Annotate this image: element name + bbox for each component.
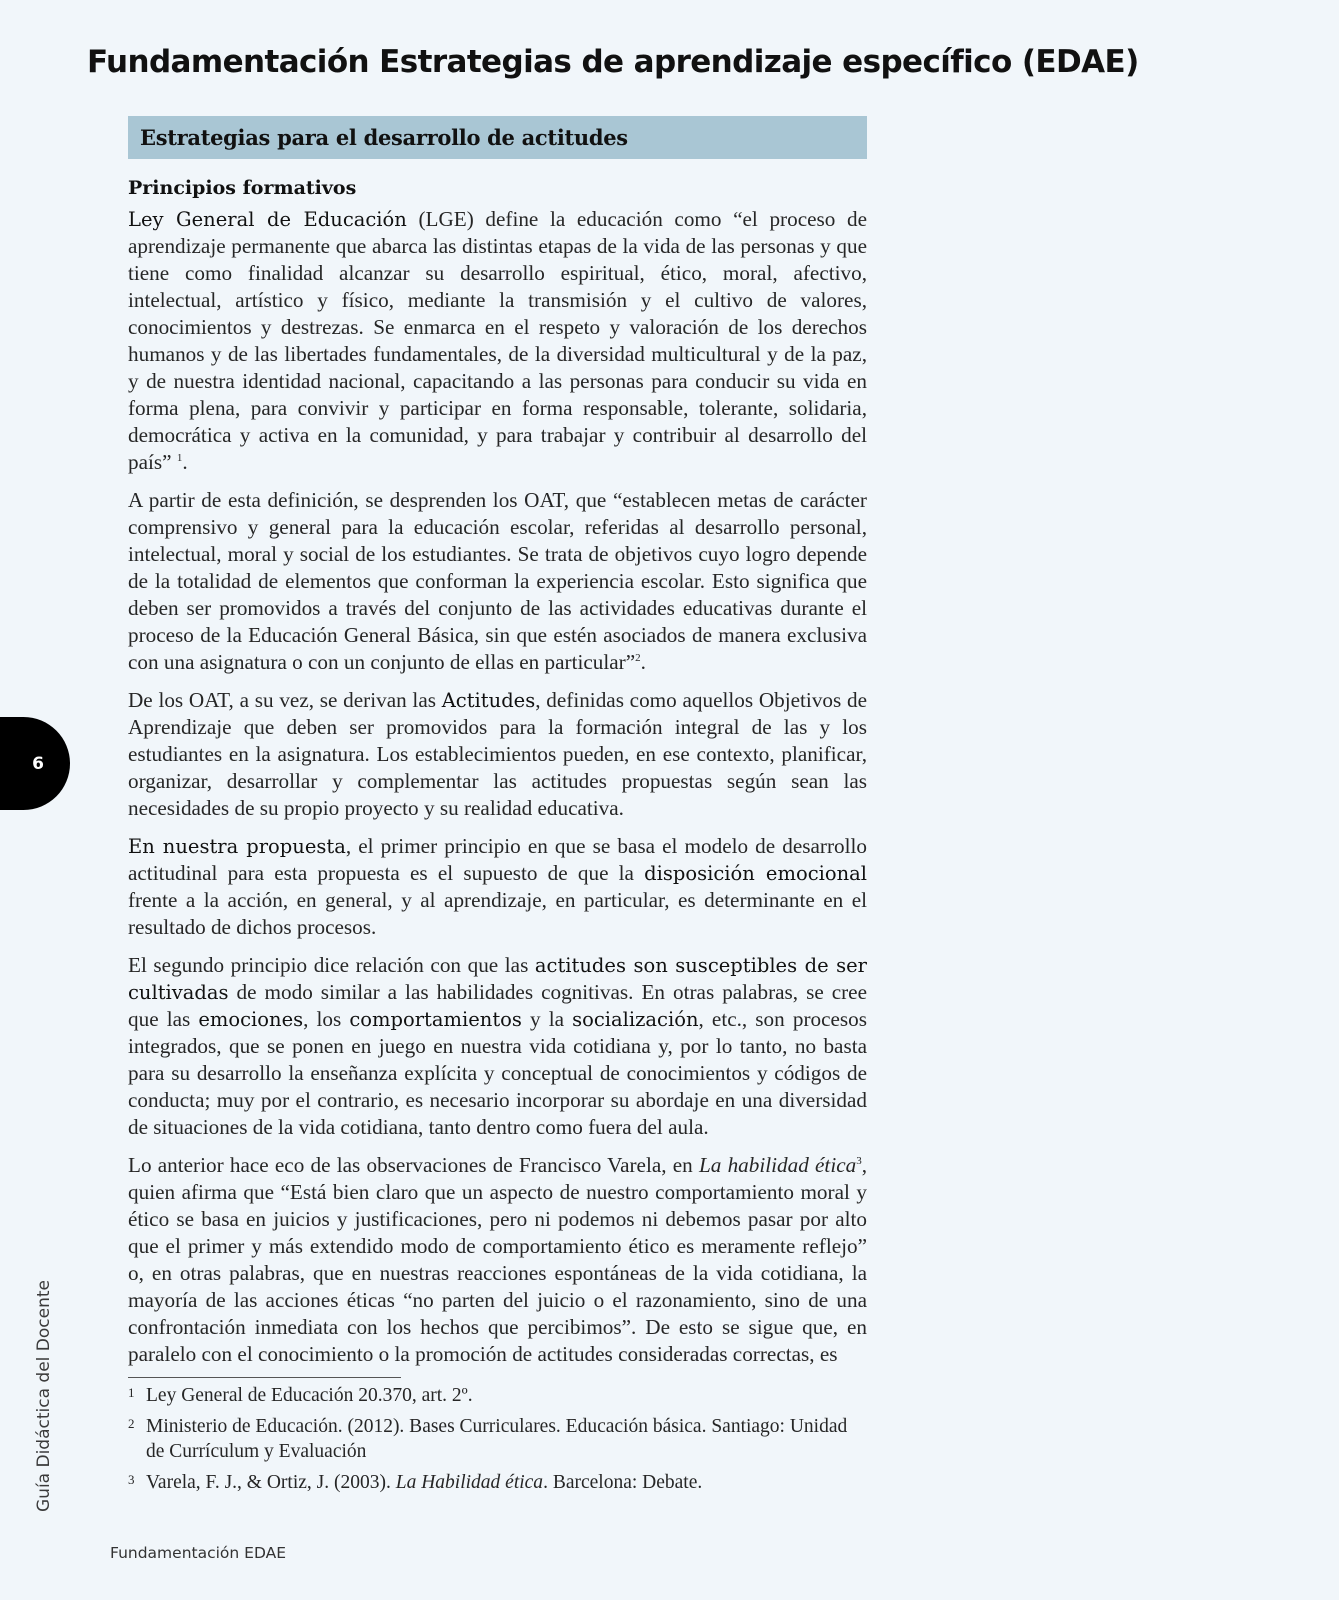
- bold-term: disposición emocional: [644, 862, 868, 885]
- footnote-2: [128, 1414, 867, 1464]
- section-title: Estrategias para el desarrollo de actitudes: [140, 125, 628, 150]
- text-run: Lo anterior hace eco de las observaciones de Francisco Varela, en: [128, 1153, 699, 1177]
- text-run: , etc., son procesos integrados, que se ponen en juego en nuestra vida cotidiana y, por lo tanto, no basta para su desarrollo la enseñanza explícita y conceptual de conocimientos y códigos de conducta; muy por el contrario, es necesario incorporar su abordaje en una diversidad de situaciones de la vida cotidiana, tanto dentro como fuera del aula.: [128, 1007, 867, 1139]
- page-title: Fundamentación Estrategias de aprendizaje específico (EDAE): [87, 44, 1139, 80]
- text-run: y la: [521, 1007, 573, 1031]
- bold-term: comportamientos: [349, 1008, 522, 1031]
- footnote-text: Varela, F. J., & Ortiz, J. (2003).: [146, 1472, 396, 1493]
- paragraph-4: [128, 833, 867, 941]
- book-title: La habilidad ética: [698, 1153, 857, 1177]
- footnote-1: [128, 1383, 867, 1408]
- bold-term: emociones: [198, 1008, 304, 1031]
- side-label: Guía Didáctica del Docente: [34, 1280, 54, 1512]
- main-content: [128, 176, 867, 1379]
- bold-term: socialización: [572, 1008, 699, 1031]
- text-run: (LGE) define la educación como “el proceso de aprendizaje permanente que abarca las distintas etapas de la vida de las personas y que tiene como finalidad alcanzar su desarrollo espiritual, ético, moral, afectivo, intelectual, artístico y físico, mediante la transmisión y el cultivo de valores, conocimientos y destrezas. Se enmarca en el respeto y valoración de los derechos humanos y de las libertades fundamentales, de la diversidad multicultural y de la paz, y de nuestra identidad nacional, capacitando a las personas para conducir su vida en forma plena, para convivir y participar en forma responsable, tolerante, solidaria, democrática y activa en la comunidad, y para trabajar y contribuir al desarrollo del país”: [128, 207, 867, 474]
- text-run: .: [640, 650, 646, 674]
- section-header-bar: [128, 116, 867, 159]
- footnote-ref: 2: [635, 651, 641, 664]
- footnote-text: . Barcelona: Debate.: [543, 1472, 703, 1493]
- footnote-3: [128, 1470, 867, 1495]
- text-run: , el primer principio en que se basa el modelo de desarrollo actitudinal para esta propuesta es el supuesto de que la: [128, 834, 867, 885]
- footnotes: [128, 1383, 867, 1501]
- text-run: , quien afirma que “Está bien claro que un aspecto de nuestro comportamiento moral y ético se basa en juicios y justificaciones, pero ni podemos ni debemos pasar por alto que el primer y más extendido modo de comportamiento ético es meramente reflejo” o, en otras palabras, que en nuestras reacciones espontáneas de la vida cotidiana, la mayoría de las acciones éticas “no parten del juicio o el razonamiento, sino de una confrontación inmediata con los hechos que percibimos”. De esto se sigue que, en paralelo con el conocimiento o la promoción de actitudes consideradas correctas, es: [128, 1153, 867, 1366]
- bold-term: actitudes son susceptibles de ser cultivadas: [128, 954, 867, 1004]
- paragraph-1: [128, 206, 867, 476]
- bold-term: Ley General de Educación: [128, 208, 407, 231]
- footnote-divider: [128, 1377, 401, 1378]
- bold-term: Actitudes: [441, 689, 536, 712]
- bold-term: En nuestra propuesta: [128, 835, 346, 858]
- paragraph-6: [128, 1152, 867, 1368]
- footer-label: Fundamentación EDAE: [110, 1544, 287, 1562]
- text-run: , los: [303, 1007, 350, 1031]
- footnote-book-title: La Habilidad ética: [395, 1472, 544, 1493]
- paragraph-2: [128, 487, 867, 676]
- footnote-ref: 3: [856, 1154, 862, 1167]
- subheading: Principios formativos: [128, 177, 357, 199]
- text-run: A partir de esta definición, se desprenden los OAT, que “establecen metas de carácter comprensivo y general para la educación escolar, referidas al desarrollo personal, intelectual, moral y social de los estudiantes. Se trata de objetivos cuyo logro depende de la totalidad de elementos que conforman la experiencia escolar. Esto significa que deben ser promovidos a través del conjunto de las actividades educativas durante el proceso de la Educación General Básica, sin que estén asociados de manera exclusiva con una asignatura o con un conjunto de ellas en particular”: [128, 488, 867, 674]
- footnote-text: Ministerio de Educación. (2012). Bases Curriculares. Educación básica. Santiago: Unidad de Currículum y Evaluación: [146, 1416, 848, 1462]
- page-number-tab: [0, 717, 70, 810]
- text-run: De los OAT, a su vez, se derivan las: [128, 688, 442, 712]
- text-run: de modo similar a las habilidades cognitivas. En otras palabras, se cree que las: [128, 980, 867, 1031]
- text-run: El segundo principio dice relación con que las: [128, 953, 535, 977]
- footnote-number: 3: [128, 1472, 135, 1487]
- footnote-text: Ley General de Educación 20.370, art. 2º.: [146, 1385, 473, 1406]
- page-number: 6: [32, 753, 44, 774]
- text-run: frente a la acción, en general, y al aprendizaje, en particular, es determinante en el resultado de dichos procesos.: [128, 888, 867, 939]
- footnote-number: 1: [128, 1385, 135, 1400]
- paragraph-3: [128, 687, 867, 822]
- footnote-ref: 1: [176, 451, 183, 464]
- text-run: .: [182, 450, 188, 474]
- paragraph-5: [128, 952, 867, 1141]
- footnote-number: 2: [128, 1416, 135, 1431]
- text-run: , definidas como aquellos Objetivos de Aprendizaje que deben ser promovidos para la formación integral de las y los estudiantes en la asignatura. Los establecimientos pueden, en ese contexto, planificar, organizar, desarrollar y complementar las actitudes propuestas según sean las necesidades de su propio proyecto y su realidad educativa.: [128, 688, 867, 820]
